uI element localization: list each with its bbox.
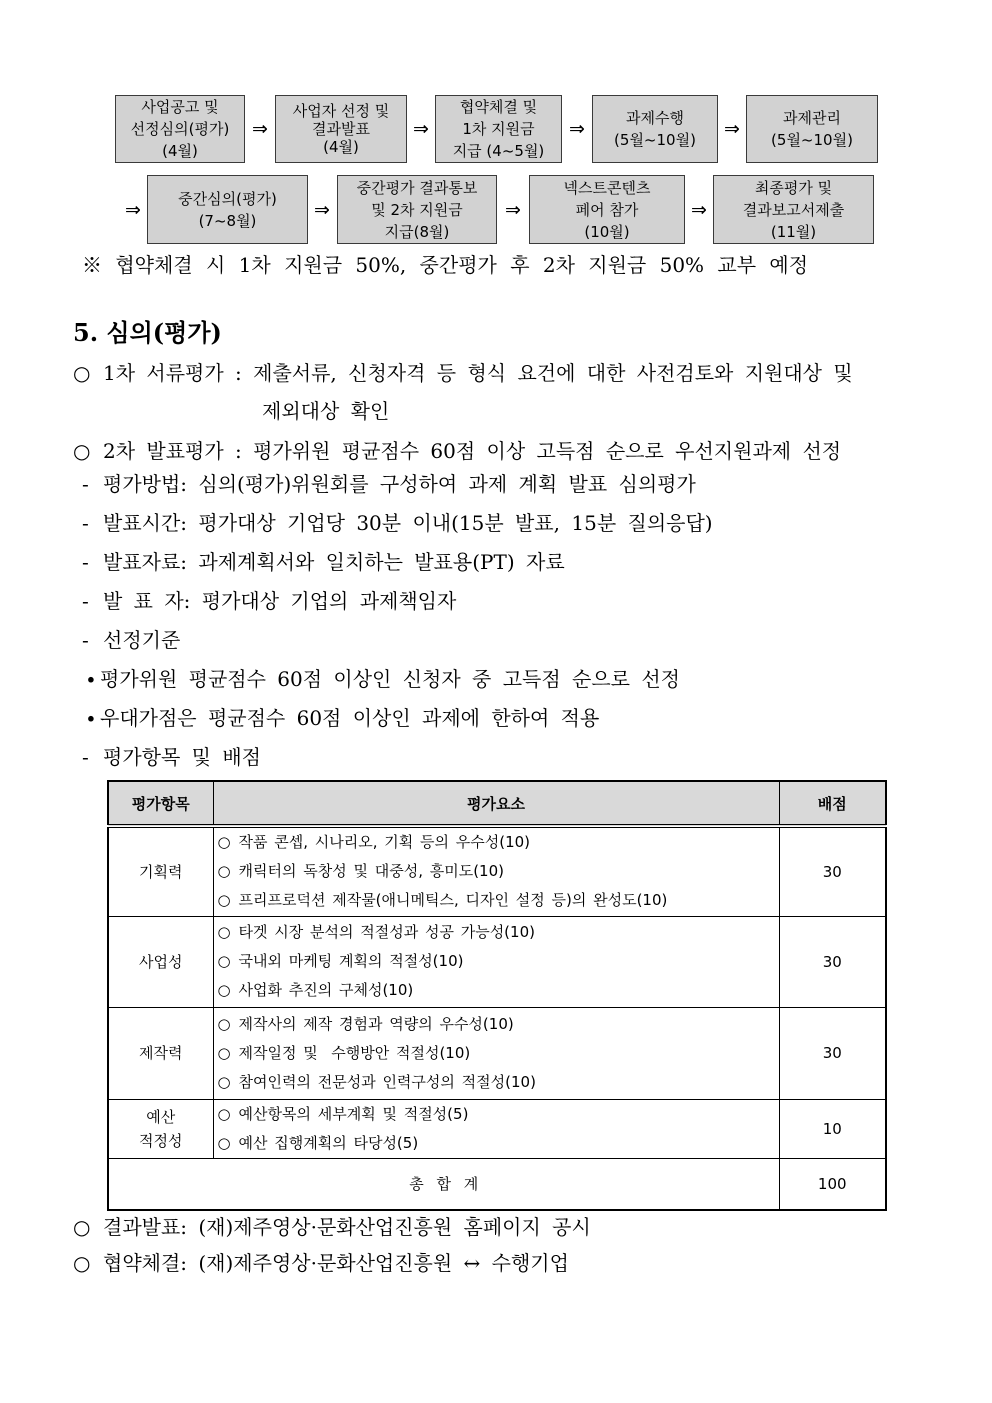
flow-step-line: 협약체결 및 xyxy=(459,98,538,116)
flow-step-line: 결과발표 xyxy=(312,120,370,138)
detail-text: 선정기준 xyxy=(103,628,181,652)
criteria-item xyxy=(86,705,599,731)
detail-text: 발 표 자: 평가대상 기업의 과제책임자 xyxy=(103,589,457,613)
item-text: 타겟 시장 분석의 적절성과 성공 가능성(10) xyxy=(238,923,535,941)
flow-step-line: 페어 참가 xyxy=(575,200,639,219)
scoring-label-text: 평가항목 및 배점 xyxy=(103,745,261,769)
scoring-label xyxy=(82,744,261,770)
items-cell xyxy=(213,1099,779,1158)
flow-step-line: 사업공고 및 xyxy=(141,98,219,116)
list-item xyxy=(218,1068,779,1097)
flow-arrow-icon: ⇒ xyxy=(569,118,585,140)
flow-step-interim-review xyxy=(147,175,308,244)
detail-item-material xyxy=(82,549,565,575)
item-text: 캐릭터의 독창성 및 대중성, 흥미도(10) xyxy=(238,862,504,881)
flow-step-line: 및 2차 지원금 xyxy=(371,200,463,219)
flow-arrow-icon: ⇒ xyxy=(724,118,740,140)
flow-step-line: (5월~10월) xyxy=(771,131,853,149)
dash-bullet-icon: - xyxy=(82,550,89,574)
category-label: 사업성 xyxy=(139,952,183,971)
flow-step-line: 지급 (4~5월) xyxy=(452,142,545,160)
circle-bullet-icon: ○ xyxy=(217,833,231,852)
category-label: 예산 xyxy=(146,1107,176,1126)
category-cell xyxy=(108,826,213,916)
flow-step-line: 결과보고서제출 xyxy=(742,200,845,219)
flow-step-line: 사업자 선정 및 xyxy=(292,102,390,120)
flow-step-line: 1차 지원금 xyxy=(462,120,535,138)
result-announcement-item xyxy=(73,1214,591,1240)
first-review-continuation: 제외대상 확인 xyxy=(262,399,390,423)
flow-step-line: (4월) xyxy=(323,138,359,156)
dot-bullet-icon: ∙ xyxy=(86,667,96,691)
flow-arrow-icon: ⇒ xyxy=(314,199,330,221)
dash-bullet-icon: - xyxy=(82,511,89,535)
flow-step-line: (4월) xyxy=(162,142,198,160)
circle-bullet-icon: ○ xyxy=(73,1251,91,1275)
flow-step-management xyxy=(746,95,878,163)
circle-bullet-icon: ○ xyxy=(73,439,91,463)
dash-bullet-icon: - xyxy=(82,472,89,496)
detail-text: 평가방법: 심의(평가)위원회를 구성하여 과제 계획 발표 심의평가 xyxy=(103,472,696,496)
flow-step-announcement xyxy=(115,95,245,163)
flow-step-line: (5월~10월) xyxy=(614,131,696,149)
circle-bullet-icon: ○ xyxy=(217,923,231,941)
flow-step-line: 최종평가 및 xyxy=(754,178,833,197)
flow-step-line: 선정심의(평가) xyxy=(130,120,230,138)
flow-step-line: 과제수행 xyxy=(626,109,684,127)
category-cell xyxy=(108,916,213,1007)
flow-arrow-icon: ⇒ xyxy=(505,199,521,221)
dash-bullet-icon: - xyxy=(82,628,89,652)
funding-note: ※ 협약체결 시 1차 지원금 50%, 중간평가 후 2차 지원금 50% 교부 예정 xyxy=(82,253,809,277)
flow-step-line: 넥스트콘텐츠 xyxy=(563,178,651,197)
flow-arrow-icon: ⇒ xyxy=(413,118,429,140)
circle-bullet-icon: ○ xyxy=(217,862,231,881)
second-review-item xyxy=(73,438,841,464)
flow-step-line: (10월) xyxy=(584,222,630,241)
detail-item-method xyxy=(82,471,696,497)
circle-bullet-icon: ○ xyxy=(73,361,91,385)
flow-step-agreement xyxy=(435,95,562,163)
dot-bullet-icon: ∙ xyxy=(86,706,96,730)
flow-step-fair xyxy=(529,175,685,244)
list-item xyxy=(218,1129,779,1158)
circle-bullet-icon: ○ xyxy=(217,952,231,970)
criteria-text: 우대가점은 평균점수 60점 이상인 과제에 한하여 적용 xyxy=(100,706,600,730)
dash-bullet-icon: - xyxy=(82,589,89,613)
agreement-item xyxy=(73,1250,569,1276)
items-cell xyxy=(213,826,779,916)
list-item xyxy=(218,976,779,1005)
list-item xyxy=(218,1010,779,1039)
list-item xyxy=(218,947,779,976)
score-cell: 10 xyxy=(779,1099,886,1158)
result-announcement-text: 결과발표: (재)제주영상·문화산업진흥원 홈페이지 공시 xyxy=(103,1215,591,1239)
circle-bullet-icon: ○ xyxy=(217,981,231,999)
detail-text: 발표시간: 평가대상 기업당 30분 이내(15분 발표, 15분 질의응답) xyxy=(103,511,713,535)
table-row xyxy=(108,1099,886,1158)
detail-item-presenter xyxy=(82,588,456,614)
score-cell: 30 xyxy=(779,1007,886,1099)
flow-arrow-icon: ⇒ xyxy=(125,199,141,221)
detail-text: 발표자료: 과제계획서와 일치하는 발표용(PT) 자료 xyxy=(103,550,565,574)
table-row xyxy=(108,826,886,916)
first-review-text: 1차 서류평가 : 제출서류, 신청자격 등 형식 요건에 대한 사전검토와 지원대상 및 xyxy=(103,361,853,385)
flow-step-line: (7~8월) xyxy=(198,211,257,230)
item-text: 프리프로덕션 제작물(애니메틱스, 디자인 설정 등)의 완성도(10) xyxy=(238,891,668,910)
item-text: 예산 집행계획의 타당성(5) xyxy=(238,1133,419,1152)
flow-step-line: 중간심의(평가) xyxy=(178,189,277,208)
evaluation-table xyxy=(107,780,887,1211)
flow-step-line: 과제관리 xyxy=(783,109,841,127)
score-cell: 30 xyxy=(779,826,886,916)
circle-bullet-icon: ○ xyxy=(217,891,231,910)
second-review-text: 2차 발표평가 : 평가위원 평균점수 60점 이상 고득점 순으로 우선지원과제 선정 xyxy=(103,439,842,463)
items-cell xyxy=(213,1007,779,1099)
item-text: 사업화 추진의 구체성(10) xyxy=(238,981,414,999)
list-item xyxy=(218,1039,779,1068)
score-cell: 30 xyxy=(779,916,886,1007)
flow-arrow-icon: ⇒ xyxy=(691,199,707,221)
list-item xyxy=(218,828,779,857)
category-label: 기획력 xyxy=(139,862,183,881)
first-review-item xyxy=(73,360,853,386)
criteria-item xyxy=(86,666,680,692)
item-text: 참여인력의 전문성과 인력구성의 적절성(10) xyxy=(238,1072,536,1091)
item-text: 제작사의 제작 경험과 역량의 우수성(10) xyxy=(238,1014,514,1033)
table-header-row xyxy=(108,781,886,826)
circle-bullet-icon: ○ xyxy=(73,1215,91,1239)
item-text: 예산항목의 세부계획 및 적절성(5) xyxy=(238,1104,469,1123)
item-text: 작품 콘셉, 시나리오, 기획 등의 우수성(10) xyxy=(238,833,531,852)
category-label: 적정성 xyxy=(139,1131,183,1150)
flow-step-execution xyxy=(592,95,718,163)
flow-step-line: 중간평가 결과통보 xyxy=(356,178,478,197)
header-category: 평가항목 xyxy=(108,781,213,826)
list-item xyxy=(218,1100,779,1129)
header-score: 배점 xyxy=(779,781,886,826)
agreement-text: 협약체결: (재)제주영상·문화산업진흥원 ↔ 수행기업 xyxy=(103,1251,569,1275)
detail-item-time xyxy=(82,510,713,536)
category-cell xyxy=(108,1099,213,1158)
total-label: 총 합 계 xyxy=(108,1158,779,1210)
circle-bullet-icon: ○ xyxy=(217,1014,231,1033)
circle-bullet-icon: ○ xyxy=(217,1104,231,1123)
items-cell xyxy=(213,916,779,1007)
list-item xyxy=(218,918,779,947)
dash-bullet-icon: - xyxy=(82,745,89,769)
circle-bullet-icon: ○ xyxy=(217,1133,231,1152)
item-text: 국내외 마케팅 계획의 적절성(10) xyxy=(238,952,464,970)
list-item xyxy=(218,857,779,886)
header-elements: 평가요소 xyxy=(213,781,779,826)
flow-arrow-icon: ⇒ xyxy=(252,118,268,140)
flow-step-final-evaluation xyxy=(713,175,874,244)
category-label: 제작력 xyxy=(139,1044,183,1062)
table-total-row xyxy=(108,1158,886,1210)
section-title: 5. 심의(평가) xyxy=(73,318,222,347)
list-item xyxy=(218,886,779,915)
circle-bullet-icon: ○ xyxy=(217,1043,231,1062)
flow-step-selection xyxy=(275,95,407,163)
criteria-text: 평가위원 평균점수 60점 이상인 신청자 중 고득점 순으로 선정 xyxy=(100,667,680,691)
detail-item-criteria xyxy=(82,627,180,653)
flow-step-interim-result xyxy=(337,175,497,244)
flow-step-line: 지급(8월) xyxy=(384,222,450,241)
circle-bullet-icon: ○ xyxy=(217,1072,231,1091)
item-text: 제작일정 및 수행방안 적절성(10) xyxy=(238,1043,471,1062)
category-cell xyxy=(108,1007,213,1099)
total-score: 100 xyxy=(779,1158,886,1210)
table-row xyxy=(108,916,886,1007)
table-row xyxy=(108,1007,886,1099)
flow-step-line: (11월) xyxy=(770,222,817,241)
